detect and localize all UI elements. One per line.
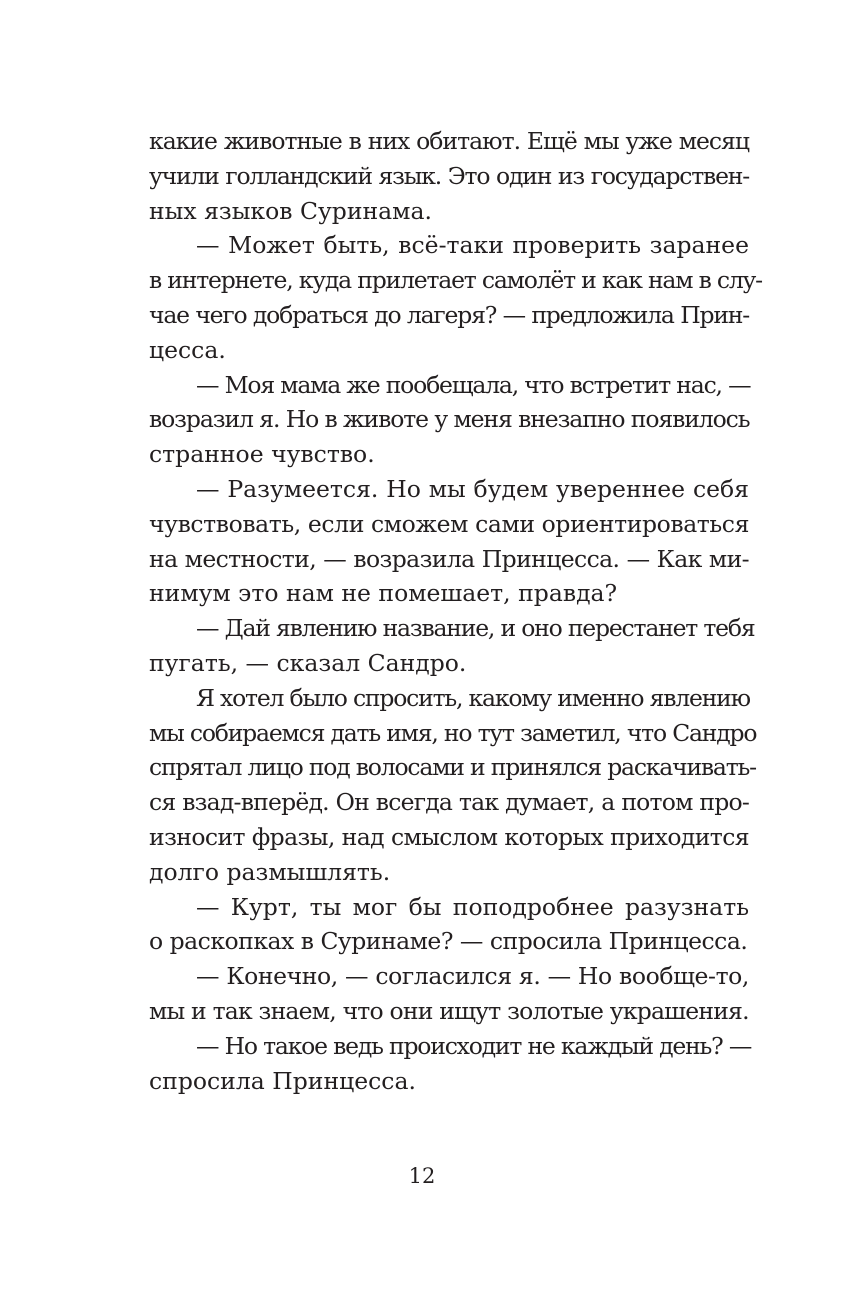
page-number: 12: [408, 1164, 436, 1188]
text-line: ных языков Суринама.: [149, 196, 432, 225]
text-line: мы собираемся дать имя, но тут заметил, что Сандро: [149, 718, 757, 747]
text-line: нимум это нам не помешает, правда?: [149, 579, 618, 608]
text-line: в интернете, куда прилетает самолёт и как нам в слу-: [149, 266, 762, 295]
text-line: о раскопках в Суринаме? — спросила Принцесса.: [149, 927, 748, 956]
text-line: цесса.: [149, 335, 226, 364]
text-line: спрятал лицо под волосами и принялся раскачивать-: [149, 753, 756, 782]
text-line: — Конечно, — согласился я. — Но вообще-то,: [196, 962, 749, 991]
text-line: — Дай явлению название, и оно перестанет тебя: [196, 614, 755, 643]
text-line: спросила Принцесса.: [149, 1066, 416, 1095]
text-line: — Разумеется. Но мы будем увереннее себя: [196, 474, 749, 503]
text-line: пугать, — сказал Сандро.: [149, 648, 467, 677]
text-line: — Моя мама же пообещала, что встретит нас, —: [196, 370, 751, 399]
text-line: долго размышлять.: [149, 857, 391, 886]
text-line: ся взад-вперёд. Он всегда так думает, а потом про-: [149, 788, 749, 817]
text-line: — Курт, ты мог бы поподробнее разузнать: [196, 892, 749, 921]
text-line: чае чего добраться до лагеря? — предложила Прин-: [149, 300, 749, 329]
text-line: возразил я. Но в животе у меня внезапно появилось: [149, 405, 750, 434]
text-line: какие животные в них обитают. Ещё мы уже месяц: [149, 127, 749, 155]
text-line: — Но такое ведь происходит не каждый день? —: [196, 1031, 752, 1060]
body-text: [149, 124, 762, 1098]
text-line: чувствовать, если сможем сами ориентироваться: [149, 509, 749, 538]
text-line: мы и так знаем, что они ищут золотые украшения.: [149, 996, 749, 1025]
text-line: — Может быть, всё-таки проверить заранее: [196, 231, 749, 260]
text-line: учили голландский язык. Это один из государствен-: [149, 161, 749, 190]
text-line: износит фразы, над смыслом которых приходится: [149, 822, 749, 851]
text-line: Я хотел было спросить, какому именно явлению: [196, 683, 750, 712]
text-line: странное чувство.: [149, 440, 375, 469]
text-line: на местности, — возразила Принцесса. — Как ми-: [149, 544, 749, 573]
